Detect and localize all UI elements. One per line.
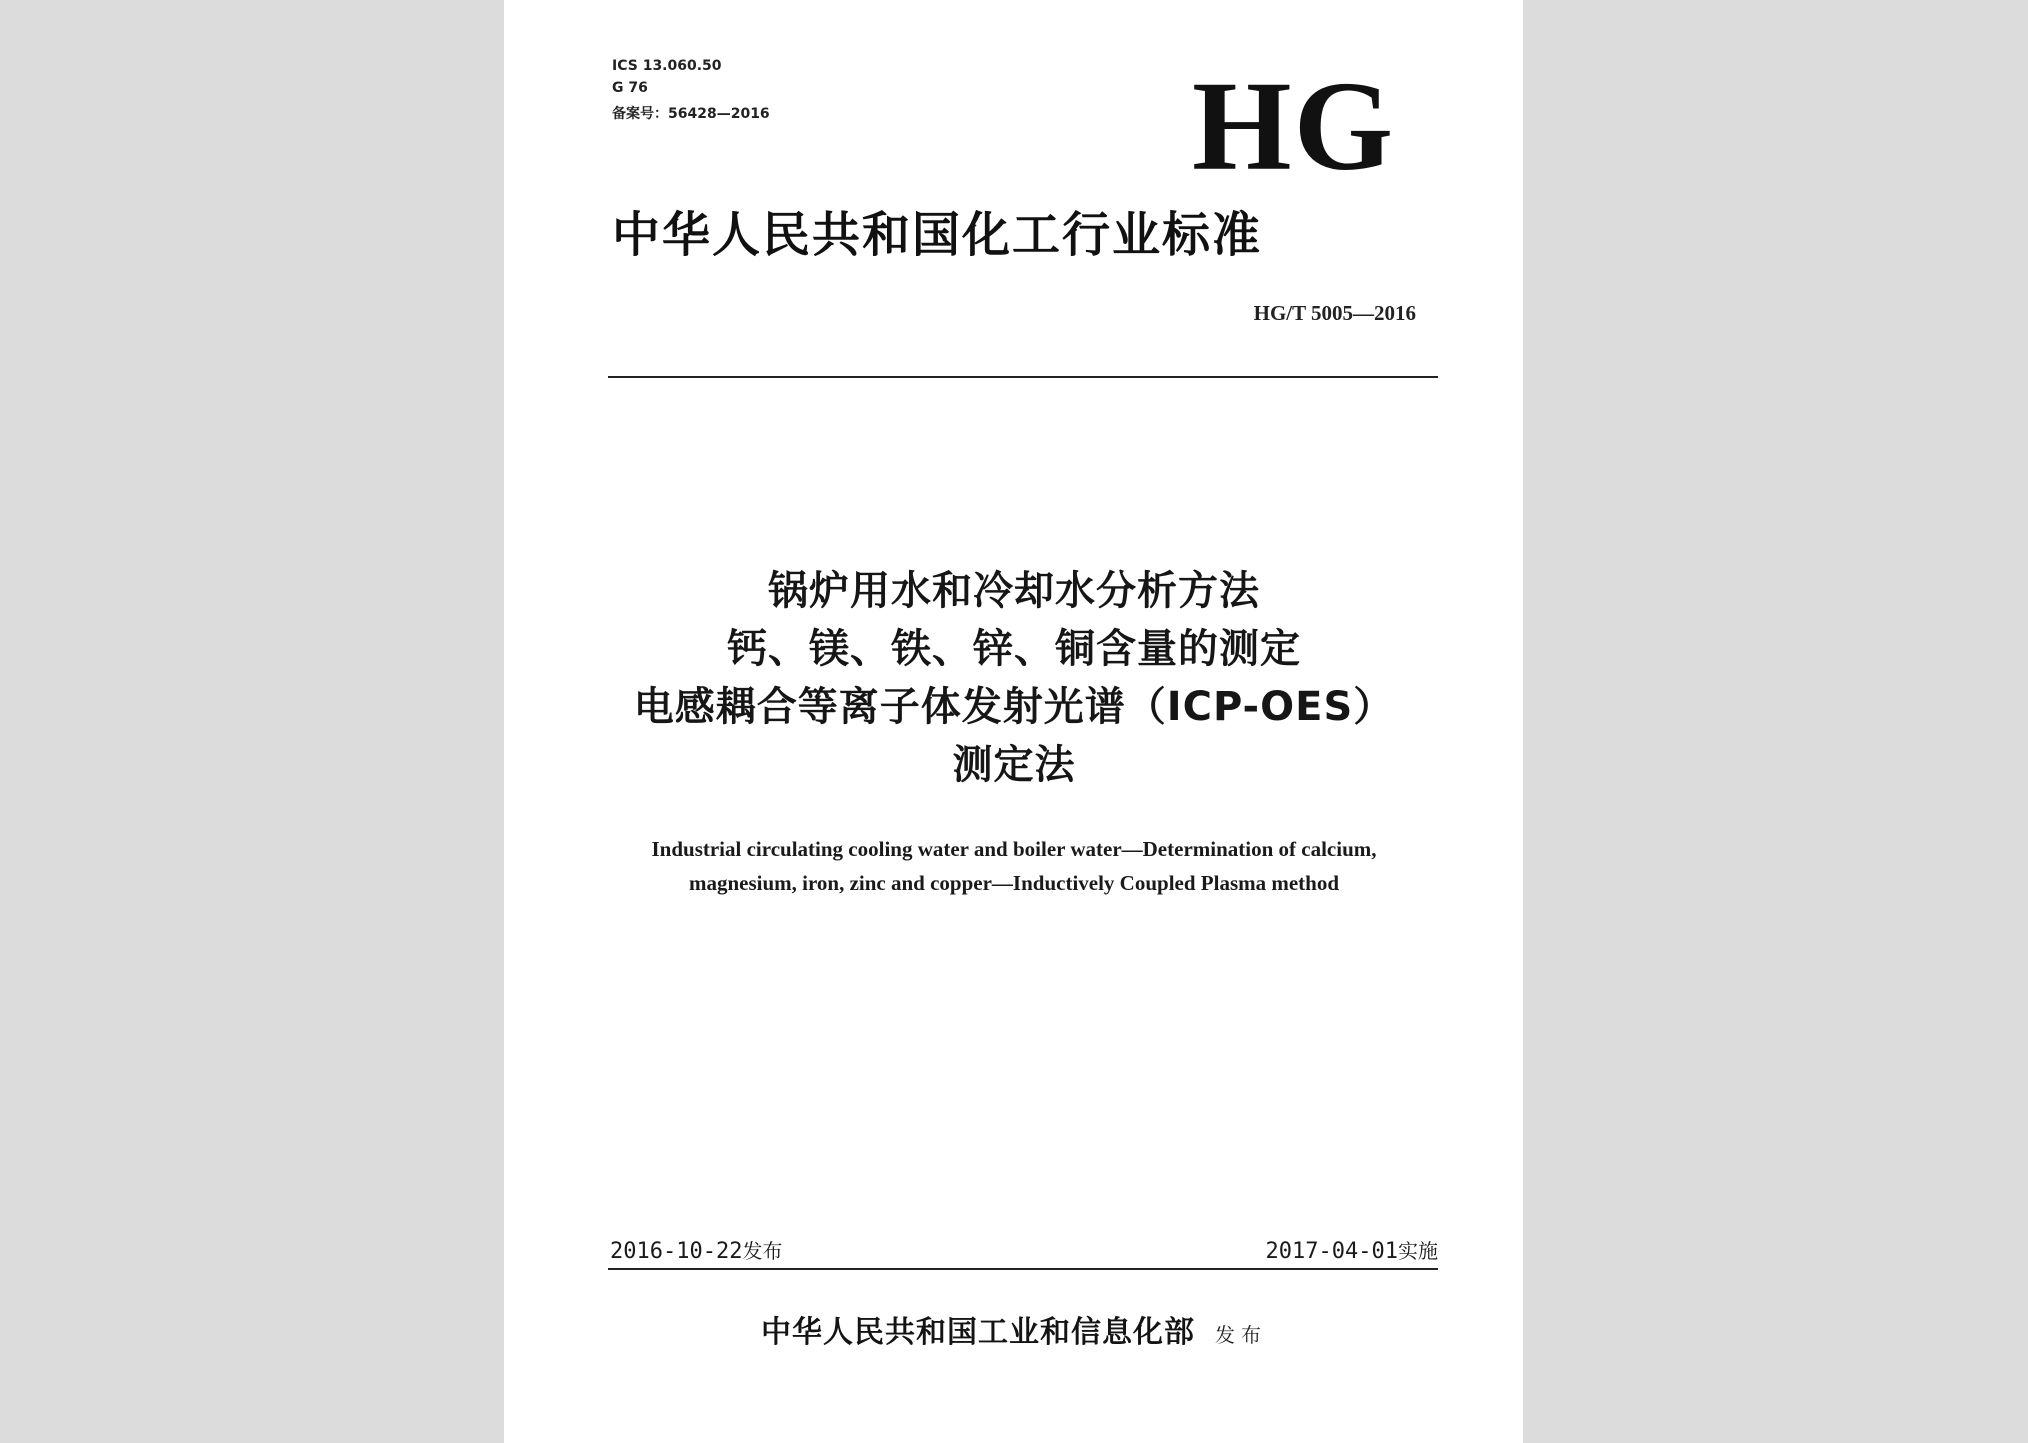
chinese-title-line: 测定法: [952, 742, 1076, 788]
publisher-name: 中华人民共和国工业和信息化部: [761, 1315, 1195, 1350]
publisher-line: [564, 1313, 1464, 1355]
hg-logo: HG: [1192, 55, 1396, 197]
issue-date: [610, 1236, 782, 1267]
standard-type-heading: 中华人民共和国化工行业标准: [612, 207, 1263, 263]
chinese-title: [564, 562, 1464, 794]
classification-code: G 76: [612, 80, 648, 96]
date-row: [608, 1236, 1438, 1266]
header-divider: [608, 376, 1438, 378]
footer-divider: [608, 1268, 1438, 1270]
record-number: 备案号：56428—2016: [612, 106, 770, 122]
implementation-date-value: 2017-04-01: [1265, 1239, 1398, 1264]
document-page: [504, 0, 1523, 1443]
ics-code: ICS 13.060.50: [612, 58, 722, 74]
english-title-line: Industrial circulating cooling water and boiler water—Determination of calcium,: [651, 837, 1377, 861]
english-title-line: magnesium, iron, zinc and copper—Inductively Coupled Plasma method: [688, 871, 1340, 895]
chinese-title-line: 钙、镁、铁、锌、铜含量的测定: [727, 626, 1301, 672]
chinese-title-line: 电感耦合等离子体发射光谱（ICP-OES）: [633, 684, 1395, 730]
issue-date-value: 2016-10-22: [610, 1239, 743, 1264]
publisher-action: 发布: [1215, 1323, 1267, 1347]
issue-date-label: 发布: [742, 1239, 783, 1263]
implementation-date-label: 实施: [1398, 1239, 1438, 1263]
english-title: [564, 832, 1464, 900]
chinese-title-line: 锅炉用水和冷却水分析方法: [768, 568, 1260, 614]
implementation-date: [1266, 1236, 1438, 1267]
standard-number: HG/T 5005—2016: [1253, 301, 1416, 325]
